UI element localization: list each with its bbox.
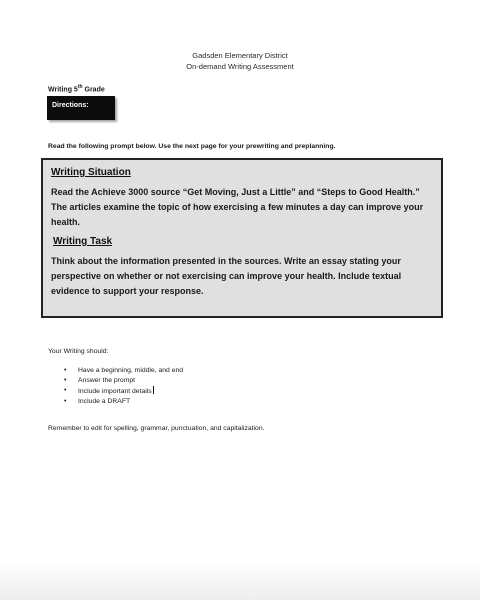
grade-prefix: Writing 5 (48, 86, 78, 94)
page-bottom-shade (0, 560, 480, 600)
list-item-text[interactable]: Include important details (78, 388, 152, 395)
writing-situation-text: Read the Achieve 3000 source “Get Moving, Just a Little” and “Steps to Good Health.” The articles examine the topic of how exercising a few minutes a day can improve your health. (51, 187, 424, 227)
assessment-title: On-demand Writing Assessment (186, 62, 294, 71)
directions-box (47, 96, 115, 120)
directions-label: Directions: (52, 102, 89, 109)
district-name: Gadsden Elementary District (192, 51, 288, 60)
grade-label (48, 84, 105, 93)
grade-superscript: th (77, 84, 83, 90)
text-cursor (153, 386, 154, 394)
bullet-icon: • (64, 387, 67, 394)
bullet-icon: • (64, 398, 67, 405)
list-item (64, 376, 183, 386)
requirements-list (64, 366, 183, 407)
list-item (64, 366, 183, 376)
bullet-icon: • (64, 377, 67, 384)
prompt-box (41, 158, 443, 318)
list-item-text: Include a DRAFT (78, 398, 131, 405)
grade-suffix: Grade (82, 86, 105, 94)
list-item[interactable] (64, 386, 183, 397)
instruction-text: Read the following prompt below. Use the next page for your prewriting and preplanning. (48, 143, 336, 150)
bullet-icon: • (64, 367, 67, 374)
list-item-text: Have a beginning, middle, and end (78, 367, 184, 374)
list-item (64, 397, 183, 407)
writing-situation-heading: Writing Situation (51, 167, 131, 178)
writing-task-heading: Writing Task (53, 236, 113, 247)
writing-should-intro: Your Writing should: (48, 348, 109, 355)
writing-task-text: Think about the information presented in the sources. Write an essay stating your perspective on whether or not exercising can improve your health. Include textual evidence to support your response. (51, 256, 402, 296)
document-header (0, 50, 480, 72)
list-item-text: Answer the prompt (78, 377, 136, 384)
reminder-text: Remember to edit for spelling, grammar, punctuation, and capitalization. (48, 425, 265, 432)
